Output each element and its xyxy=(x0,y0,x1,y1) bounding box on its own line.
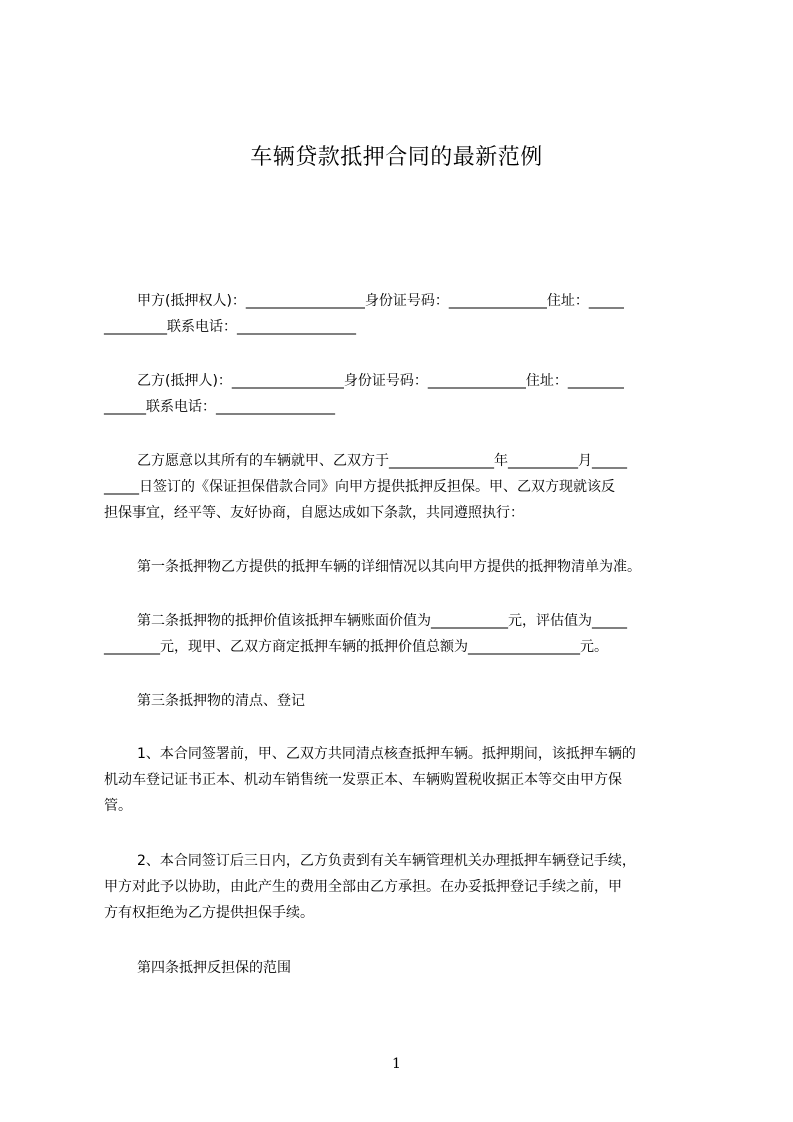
article-3-clause-2 xyxy=(104,848,704,926)
party-b-line: 乙方(抵押人)：________________身份证号码：______________住址：________ xyxy=(137,373,624,389)
clause-line: 管。 xyxy=(104,798,132,814)
article-2-line: ________元，现甲、乙双方商定抵押车辆的抵押价值总额为________________元。 xyxy=(104,639,608,655)
clause-line: 方有权拒绝为乙方提供担保手续。 xyxy=(104,905,314,921)
intro-line: _____日签订的《保证担保借款合同》向甲方提供抵押反担保。甲、乙双方现就该反 xyxy=(104,479,615,495)
article-3-heading xyxy=(104,688,704,714)
article-4-heading xyxy=(104,955,704,981)
clause-line: 2、本合同签订后三日内，乙方负责到有关车辆管理机关办理抵押车辆登记手续， xyxy=(137,853,636,869)
article-3-heading-text: 第三条抵押物的清点、登记 xyxy=(137,693,305,709)
article-1-paragraph xyxy=(104,554,704,580)
party-a-line: _________联系电话：_________________ xyxy=(104,319,356,335)
article-2-paragraph xyxy=(104,608,704,660)
party-a-line: 甲方(抵押权人)：_________________身份证号码：______________住址：_____ xyxy=(137,293,624,309)
party-b-line: ______联系电话：_________________ xyxy=(104,399,335,415)
intro-line: 乙方愿意以其所有的车辆就甲、乙双方于_______________年__________月_____ xyxy=(137,453,627,469)
party-a-paragraph xyxy=(104,288,704,340)
article-2-line: 第二条抵押物的抵押价值该抵押车辆账面价值为___________元，评估值为_____ xyxy=(137,613,627,629)
clause-line: 甲方对此予以协助，由此产生的费用全部由乙方承担。在办妥抵押登记手续之前，甲 xyxy=(104,879,622,895)
clause-line: 1、本合同签署前，甲、乙双方共同清点核查抵押车辆。抵押期间，该抵押车辆的 xyxy=(137,746,636,762)
intro-paragraph xyxy=(104,448,704,526)
article-4-heading-text: 第四条抵押反担保的范围 xyxy=(137,960,291,976)
intro-line: 担保事宜，经平等、友好协商，自愿达成如下条款，共同遵照执行： xyxy=(104,505,524,521)
clause-line: 机动车登记证书正本、机动车销售统一发票正本、车辆购置税收据正本等交由甲方保 xyxy=(104,772,622,788)
article-1-line: 第一条抵押物乙方提供的抵押车辆的详细情况以其向甲方提供的抵押物清单为准。 xyxy=(137,559,641,575)
document-title: 车辆贷款抵押合同的最新范例 xyxy=(250,145,543,170)
page-number: 1 xyxy=(392,1056,401,1072)
article-3-clause-1 xyxy=(104,741,704,819)
party-b-paragraph xyxy=(104,368,704,420)
